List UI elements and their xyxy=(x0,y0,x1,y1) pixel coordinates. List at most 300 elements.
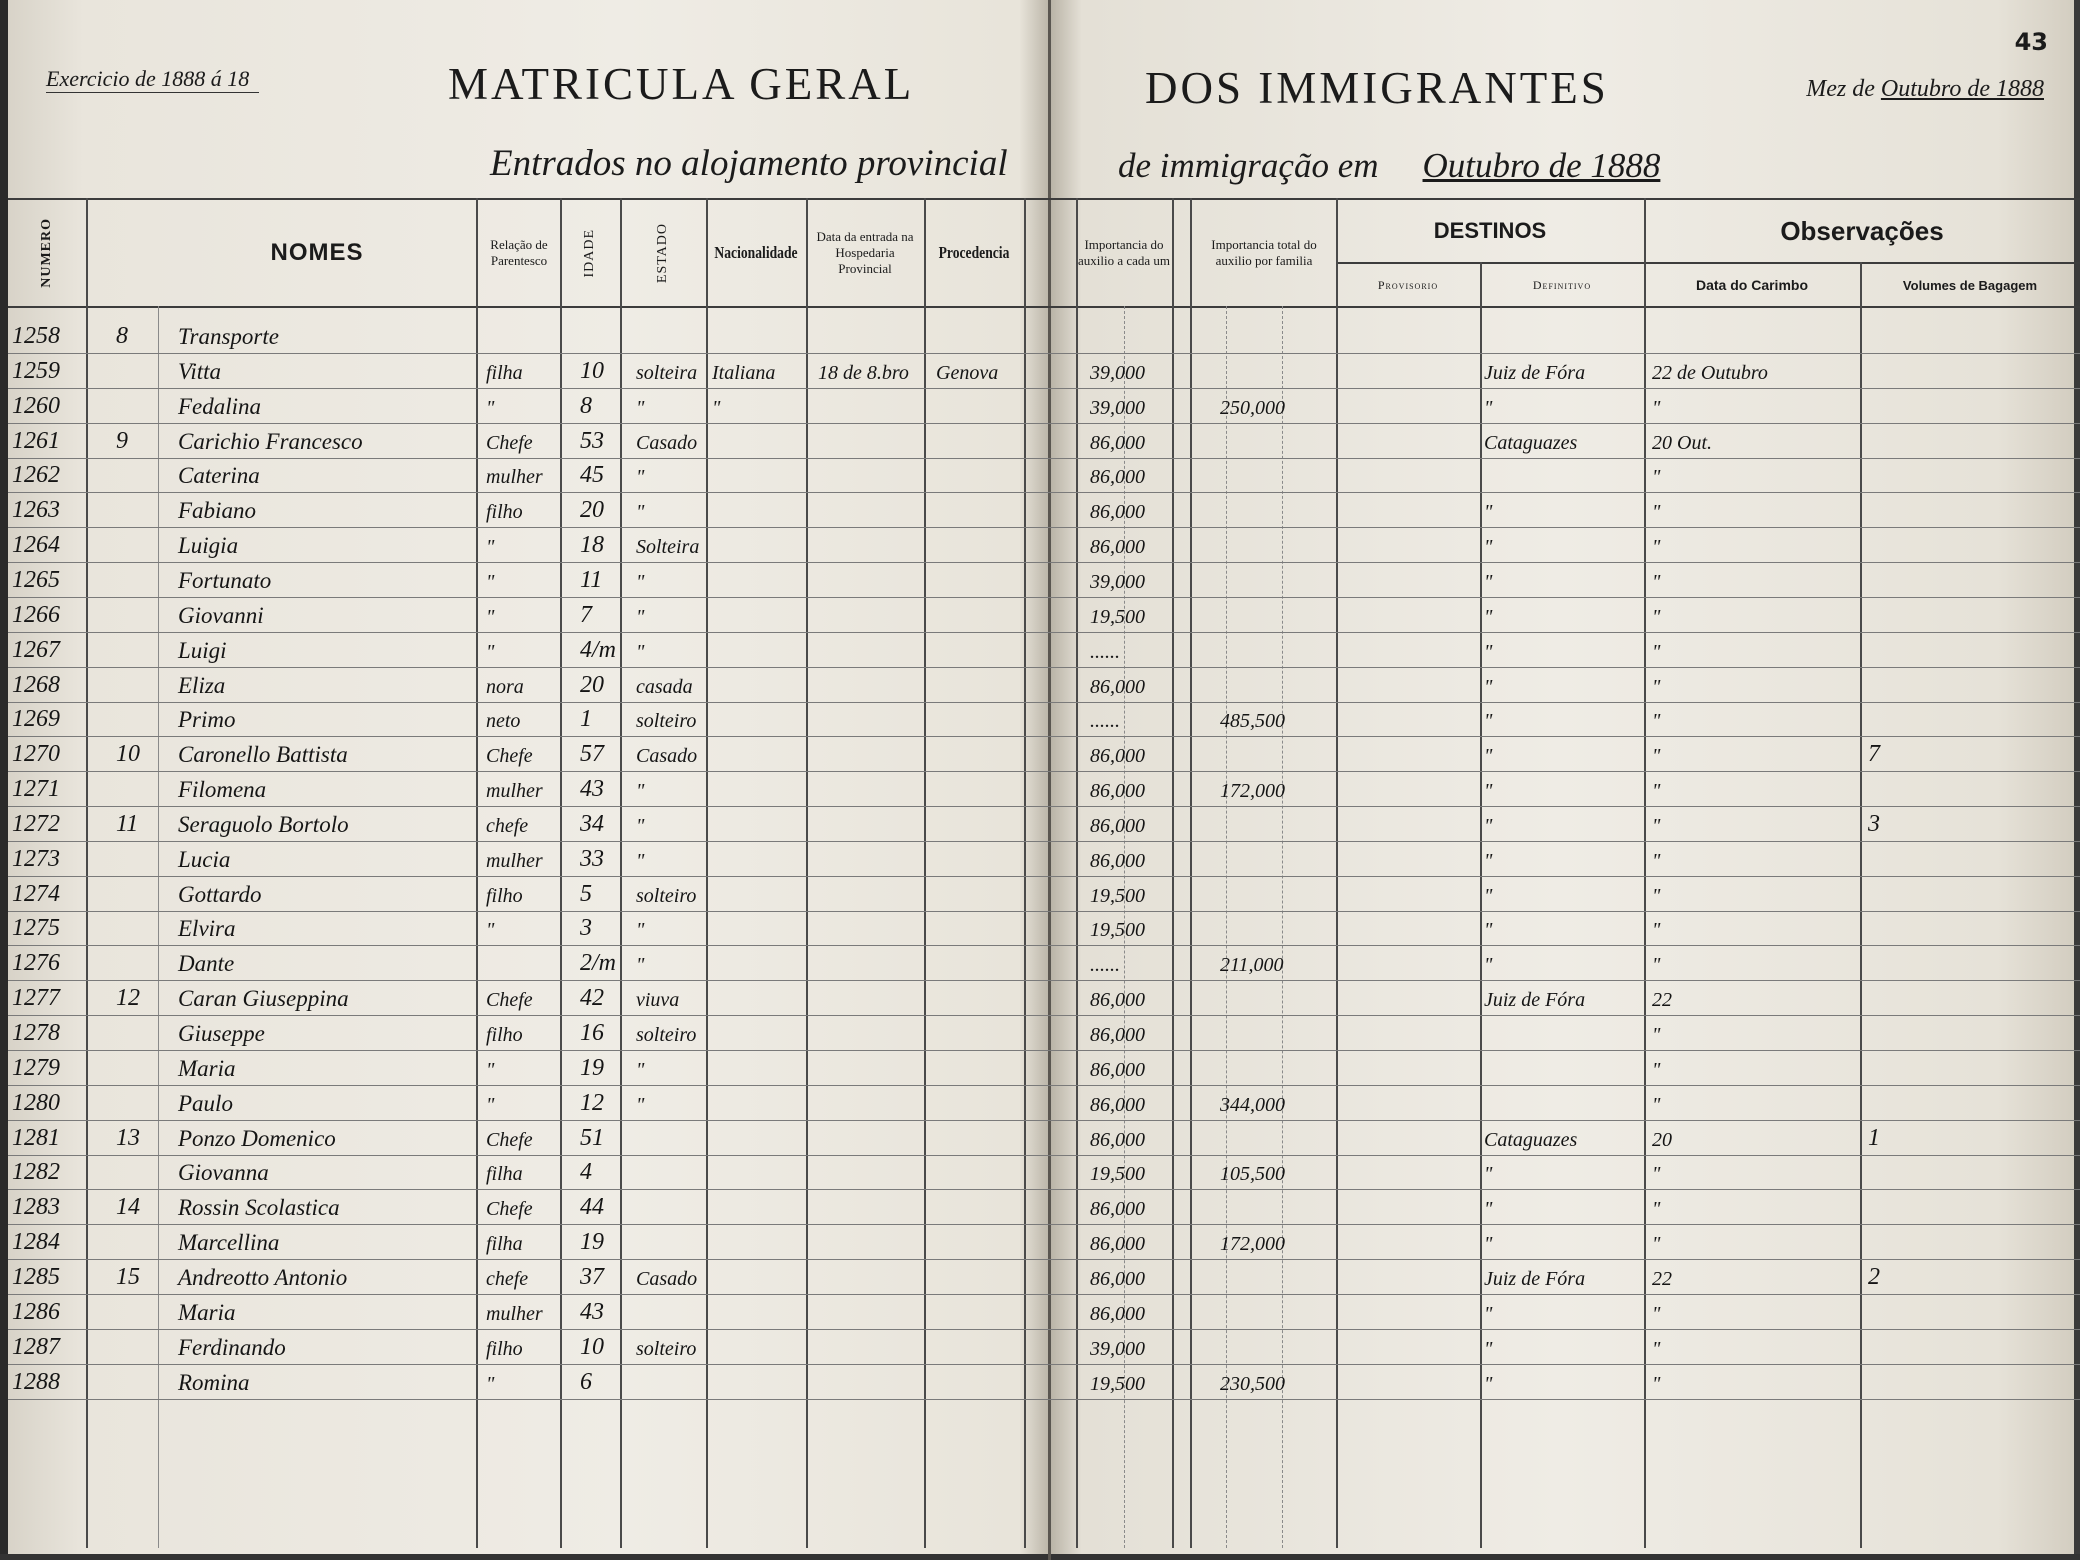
row-nacionalidade: Italiana xyxy=(712,361,776,384)
header-idade: IDADE xyxy=(582,228,597,278)
row-definitivo: " xyxy=(1484,1233,1493,1256)
row-nome: Lucia xyxy=(178,846,231,872)
row-total: 172,000 xyxy=(1220,1233,1285,1256)
row-idade: 10 xyxy=(580,357,604,384)
row-numero: 1268 xyxy=(12,671,60,698)
row-baseline xyxy=(8,841,2080,842)
row-nome: Giovanni xyxy=(178,602,264,628)
row-numero: 1267 xyxy=(12,636,60,663)
row-nome: Caterina xyxy=(178,463,260,489)
row-total: 485,500 xyxy=(1220,710,1285,733)
row-definitivo: " xyxy=(1484,396,1493,419)
row-volumes: 2 xyxy=(1868,1263,1880,1290)
register-row xyxy=(0,843,2080,877)
register-row xyxy=(0,1296,2080,1330)
register-row xyxy=(0,320,2080,354)
row-carimbo: " xyxy=(1652,1372,1661,1395)
register-row xyxy=(0,390,2080,424)
row-baseline xyxy=(8,702,2080,703)
row-numero: 1259 xyxy=(12,357,60,384)
row-idade: 37 xyxy=(580,1263,604,1290)
register-row xyxy=(0,1331,2080,1365)
row-baseline xyxy=(8,1155,2080,1156)
row-carimbo: " xyxy=(1652,919,1661,942)
row-relacao: " xyxy=(486,1058,495,1081)
row-total: 344,000 xyxy=(1220,1093,1285,1116)
row-nome: Maria xyxy=(178,1055,236,1081)
row-baseline xyxy=(8,1085,2080,1086)
row-idade: 5 xyxy=(580,880,592,907)
row-definitivo: " xyxy=(1484,1198,1493,1221)
row-idade: 11 xyxy=(580,566,603,593)
row-baseline xyxy=(8,1189,2080,1190)
row-carimbo: " xyxy=(1652,501,1661,524)
row-auxilio: 86,000 xyxy=(1090,501,1145,524)
row-idade: 4 xyxy=(580,1159,592,1186)
row-auxilio: 39,000 xyxy=(1090,570,1145,593)
row-numero: 1280 xyxy=(12,1089,60,1116)
row-nome: Eliza xyxy=(178,672,226,698)
row-total: 172,000 xyxy=(1220,780,1285,803)
row-numero: 1277 xyxy=(12,985,60,1012)
row-carimbo: " xyxy=(1652,1163,1661,1186)
month-line xyxy=(1806,76,2044,103)
row-idade: 20 xyxy=(580,671,604,698)
row-relacao: mulher xyxy=(486,780,543,803)
row-carimbo: 22 xyxy=(1652,989,1672,1012)
row-definitivo: " xyxy=(1484,849,1493,872)
row-definitivo: Juiz de Fóra xyxy=(1484,989,1586,1012)
row-relacao: " xyxy=(486,1093,495,1116)
register-row xyxy=(0,1122,2080,1156)
row-baseline xyxy=(8,806,2080,807)
row-auxilio: 86,000 xyxy=(1090,1058,1145,1081)
header-nacionalidade: Nacionalidade xyxy=(714,243,798,262)
row-numero: 1270 xyxy=(12,741,60,768)
row-nome: Carichio Francesco xyxy=(178,428,363,454)
row-baseline xyxy=(8,1329,2080,1330)
row-carimbo: " xyxy=(1652,1233,1661,1256)
row-volumes: 7 xyxy=(1868,741,1880,768)
row-auxilio: 86,000 xyxy=(1090,1198,1145,1221)
row-nome: Fabiano xyxy=(178,498,256,524)
row-nome: Transporte xyxy=(178,324,279,349)
register-row xyxy=(0,634,2080,668)
row-relacao: " xyxy=(486,919,495,942)
row-idade: 3 xyxy=(580,915,592,942)
row-carimbo: " xyxy=(1652,605,1661,628)
row-definitivo: " xyxy=(1484,884,1493,907)
row-idade: 16 xyxy=(580,1020,604,1046)
row-nome: Caran Giuseppina xyxy=(178,986,349,1012)
page-number: 43 xyxy=(2014,28,2048,56)
row-relacao: " xyxy=(486,640,495,663)
register-row xyxy=(0,459,2080,493)
row-auxilio: 86,000 xyxy=(1090,1093,1145,1116)
row-estado: " xyxy=(636,849,645,872)
row-numero: 1284 xyxy=(12,1229,60,1256)
row-carimbo: " xyxy=(1652,396,1661,419)
register-row xyxy=(0,1261,2080,1295)
row-auxilio: 19,500 xyxy=(1090,605,1145,628)
register-row xyxy=(0,982,2080,1016)
row-auxilio: 86,000 xyxy=(1090,1128,1145,1151)
row-nome: Paulo xyxy=(178,1090,233,1116)
register-row xyxy=(0,529,2080,563)
row-estado: viuva xyxy=(636,989,680,1012)
header-destinos: DESTINOS xyxy=(1433,218,1547,243)
row-definitivo: " xyxy=(1484,1372,1493,1395)
row-carimbo: " xyxy=(1652,814,1661,837)
row-familia-no: 11 xyxy=(116,810,139,837)
row-definitivo: " xyxy=(1484,501,1493,524)
row-carimbo: " xyxy=(1652,1093,1661,1116)
row-idade: 57 xyxy=(580,741,604,768)
row-familia-no: 9 xyxy=(116,427,128,454)
row-definitivo: Cataguazes xyxy=(1484,431,1578,454)
row-baseline xyxy=(8,911,2080,912)
row-carimbo: " xyxy=(1652,1058,1661,1081)
row-baseline xyxy=(8,1364,2080,1365)
row-estado: Casado xyxy=(636,431,698,454)
title-right: DOS IMMIGRANTES xyxy=(1145,63,1609,113)
row-numero: 1269 xyxy=(12,706,60,733)
row-relacao: filho xyxy=(486,1024,523,1046)
register-row xyxy=(0,1017,2080,1051)
row-definitivo: Cataguazes xyxy=(1484,1128,1578,1151)
row-nome: Andreotto Antonio xyxy=(178,1264,348,1290)
row-numero: 1262 xyxy=(12,462,60,489)
row-baseline xyxy=(8,1050,2080,1051)
row-estado: solteiro xyxy=(636,1337,697,1360)
row-volumes: 1 xyxy=(1868,1124,1880,1151)
row-nome: Ponzo Domenico xyxy=(178,1125,336,1151)
row-baseline xyxy=(8,388,2080,389)
row-nome: Elvira xyxy=(178,916,236,942)
row-relacao: Chefe xyxy=(486,745,533,768)
title-left: MATRICULA GERAL xyxy=(448,59,915,109)
row-relacao: chefe xyxy=(486,1267,529,1290)
row-auxilio: ...... xyxy=(1090,954,1120,977)
row-estado: " xyxy=(636,570,645,593)
row-numero: 1266 xyxy=(12,601,60,628)
row-definitivo: " xyxy=(1484,780,1493,803)
row-auxilio: 86,000 xyxy=(1090,745,1145,768)
row-estado: " xyxy=(636,1058,645,1081)
row-numero: 1265 xyxy=(12,566,60,593)
row-nome: Primo xyxy=(178,707,236,733)
row-idade: 2/m xyxy=(580,950,616,977)
row-numero: 1281 xyxy=(12,1124,60,1151)
row-relacao: " xyxy=(486,396,495,419)
row-estado: " xyxy=(636,605,645,628)
row-relacao: chefe xyxy=(486,814,529,837)
row-estado: solteiro xyxy=(636,1024,697,1046)
row-baseline xyxy=(8,527,2080,528)
row-relacao: mulher xyxy=(486,849,543,872)
row-relacao: neto xyxy=(486,710,521,733)
register-row xyxy=(0,878,2080,912)
register-row xyxy=(0,599,2080,633)
row-auxilio: 86,000 xyxy=(1090,1302,1145,1325)
row-relacao: " xyxy=(486,605,495,628)
register-row xyxy=(0,1226,2080,1260)
header-data-entrada: Data da entrada na Hospedaria Provincial xyxy=(816,229,914,276)
row-procedencia: Genova xyxy=(936,361,999,384)
row-numero: 1273 xyxy=(12,845,60,872)
row-total: 211,000 xyxy=(1220,954,1284,977)
row-numero: 1258 xyxy=(12,323,60,349)
header-bottom-rule xyxy=(8,306,2080,308)
row-carimbo: " xyxy=(1652,710,1661,733)
row-definitivo: " xyxy=(1484,954,1493,977)
row-relacao: " xyxy=(486,570,495,593)
row-numero: 1282 xyxy=(12,1159,60,1186)
row-numero: 1288 xyxy=(12,1368,60,1395)
row-auxilio: 86,000 xyxy=(1090,1233,1145,1256)
row-estado: solteira xyxy=(636,361,698,384)
row-numero: 1272 xyxy=(12,810,60,837)
row-baseline xyxy=(8,736,2080,737)
row-relacao: " xyxy=(486,536,495,559)
row-definitivo: " xyxy=(1484,814,1493,837)
row-relacao: filho xyxy=(486,1337,523,1360)
row-familia-no: 8 xyxy=(116,323,128,349)
scan-bottom-edge xyxy=(0,1554,2080,1560)
row-auxilio: 86,000 xyxy=(1090,1267,1145,1290)
register-row xyxy=(0,1191,2080,1225)
row-auxilio: 19,500 xyxy=(1090,919,1145,942)
row-definitivo: " xyxy=(1484,710,1493,733)
row-baseline xyxy=(8,423,2080,424)
row-carimbo: " xyxy=(1652,570,1661,593)
row-auxilio: 19,500 xyxy=(1090,1163,1145,1186)
subtitle-right xyxy=(1118,146,1660,186)
row-estado: solteiro xyxy=(636,884,697,907)
row-baseline xyxy=(8,667,2080,668)
row-definitivo: " xyxy=(1484,1337,1493,1360)
row-baseline xyxy=(8,597,2080,598)
register-row xyxy=(0,947,2080,981)
row-numero: 1264 xyxy=(12,532,60,559)
header-estado: ESTADO xyxy=(655,222,670,284)
row-carimbo: " xyxy=(1652,849,1661,872)
row-relacao: filho xyxy=(486,884,523,907)
row-definitivo: " xyxy=(1484,536,1493,559)
header-procedencia: Procedencia xyxy=(938,243,1010,262)
row-definitivo: " xyxy=(1484,745,1493,768)
subtitle-right-text: de immigração em xyxy=(1118,146,1379,185)
row-baseline xyxy=(8,632,2080,633)
row-relacao: nora xyxy=(486,675,524,698)
row-estado: Casado xyxy=(636,745,698,768)
register-row xyxy=(0,425,2080,459)
row-idade: 51 xyxy=(580,1124,604,1151)
row-numero: 1261 xyxy=(12,427,60,454)
row-relacao: filha xyxy=(486,1233,523,1256)
row-baseline xyxy=(8,1120,2080,1121)
row-idade: 18 xyxy=(580,532,604,559)
row-nome: Luigi xyxy=(178,637,227,663)
row-baseline xyxy=(8,771,2080,772)
row-nome: Marcellina xyxy=(178,1230,280,1256)
row-auxilio: 86,000 xyxy=(1090,536,1145,559)
row-idade: 44 xyxy=(580,1194,604,1221)
exercicio-line: Exercicio de 1888 á 18 xyxy=(46,66,259,93)
row-nome: Luigia xyxy=(178,533,239,559)
row-carimbo: 22 de Outubro xyxy=(1652,361,1768,384)
row-idade: 19 xyxy=(580,1229,604,1256)
row-auxilio: 19,500 xyxy=(1090,884,1145,907)
row-numero: 1260 xyxy=(12,392,60,419)
row-baseline xyxy=(8,945,2080,946)
register-row xyxy=(0,494,2080,528)
month-value: Outubro de 1888 xyxy=(1880,76,2044,102)
row-relacao: Chefe xyxy=(486,1198,533,1221)
row-idade: 4/m xyxy=(580,636,616,663)
row-baseline xyxy=(8,980,2080,981)
register-row xyxy=(0,808,2080,842)
row-carimbo: " xyxy=(1652,1302,1661,1325)
row-numero: 1279 xyxy=(12,1054,60,1081)
row-baseline xyxy=(8,492,2080,493)
row-baseline xyxy=(8,1259,2080,1260)
row-estado: " xyxy=(636,640,645,663)
row-relacao: Chefe xyxy=(486,1128,533,1151)
row-carimbo: " xyxy=(1652,536,1661,559)
register-row xyxy=(0,738,2080,772)
row-numero: 1263 xyxy=(12,497,60,524)
subtitle-month: Outubro de 1888 xyxy=(1422,146,1661,185)
row-numero: 1285 xyxy=(12,1263,60,1290)
row-relacao: mulher xyxy=(486,466,543,489)
row-estado: " xyxy=(636,1093,645,1116)
header-importancia-total: Importancia total do auxilio por familia xyxy=(1211,237,1317,268)
row-carimbo: " xyxy=(1652,1337,1661,1360)
row-definitivo: Juiz de Fóra xyxy=(1484,361,1586,384)
subtitle-left: Entrados no alojamento provincial xyxy=(490,143,1008,184)
row-definitivo: " xyxy=(1484,605,1493,628)
row-relacao: filha xyxy=(486,1163,523,1186)
row-nome: Giuseppe xyxy=(178,1021,265,1046)
row-estado: " xyxy=(636,501,645,524)
register-row xyxy=(0,355,2080,389)
row-numero: 1275 xyxy=(12,915,60,942)
row-baseline xyxy=(8,876,2080,877)
row-nome: Seraguolo Bortolo xyxy=(178,811,349,837)
register-row xyxy=(0,1156,2080,1190)
row-idade: 12 xyxy=(580,1089,604,1116)
row-estado: " xyxy=(636,466,645,489)
row-definitivo: " xyxy=(1484,919,1493,942)
row-numero: 1274 xyxy=(12,880,60,907)
row-nacionalidade: " xyxy=(712,396,721,419)
row-relacao: filho xyxy=(486,501,523,524)
row-total: 105,500 xyxy=(1220,1163,1285,1186)
row-numero: 1286 xyxy=(12,1298,60,1325)
row-carimbo: " xyxy=(1652,884,1661,907)
row-auxilio: 86,000 xyxy=(1090,989,1145,1012)
row-baseline xyxy=(8,458,2080,459)
row-baseline xyxy=(8,1294,2080,1295)
row-carimbo: " xyxy=(1652,466,1661,489)
row-idade: 43 xyxy=(580,1298,604,1325)
row-nome: Ferdinando xyxy=(178,1334,286,1360)
row-auxilio: 39,000 xyxy=(1090,361,1145,384)
row-auxilio: 19,500 xyxy=(1090,1372,1145,1395)
row-auxilio: 86,000 xyxy=(1090,780,1145,803)
row-carimbo: " xyxy=(1652,745,1661,768)
row-carimbo: 22 xyxy=(1652,1267,1672,1290)
row-nome: Caronello Battista xyxy=(178,742,348,768)
row-nome: Vitta xyxy=(178,358,222,384)
row-idade: 34 xyxy=(580,810,604,837)
row-relacao: Chefe xyxy=(486,989,533,1012)
row-carimbo: " xyxy=(1652,954,1661,977)
row-idade: 45 xyxy=(580,462,604,489)
row-auxilio: 86,000 xyxy=(1090,849,1145,872)
row-relacao: filha xyxy=(486,361,523,384)
row-carimbo: " xyxy=(1652,780,1661,803)
row-carimbo: 20 Out. xyxy=(1652,431,1712,454)
row-auxilio: ...... xyxy=(1090,640,1120,663)
header-numero: NUMERO xyxy=(39,218,54,288)
row-carimbo: " xyxy=(1652,640,1661,663)
row-idade: 20 xyxy=(580,497,604,524)
row-baseline xyxy=(8,353,2080,354)
row-total: 230,500 xyxy=(1220,1372,1285,1395)
row-auxilio: 86,000 xyxy=(1090,1024,1145,1046)
row-baseline xyxy=(8,562,2080,563)
row-definitivo: " xyxy=(1484,640,1493,663)
row-numero: 1283 xyxy=(12,1194,60,1221)
row-familia-no: 13 xyxy=(116,1124,140,1151)
register-row xyxy=(0,1052,2080,1086)
header-data-carimbo: Data do Carimbo xyxy=(1695,277,1808,293)
row-data-entrada: 18 de 8.bro xyxy=(818,361,909,384)
row-auxilio: 86,000 xyxy=(1090,675,1145,698)
register-row xyxy=(0,1366,2080,1400)
row-idade: 53 xyxy=(580,427,604,454)
row-idade: 43 xyxy=(580,776,604,803)
row-nome: Dante xyxy=(178,951,235,977)
register-row xyxy=(0,1087,2080,1121)
row-nome: Giovanna xyxy=(178,1160,269,1186)
row-estado: " xyxy=(636,919,645,942)
row-auxilio: ...... xyxy=(1090,710,1120,733)
register-row xyxy=(0,773,2080,807)
row-relacao: mulher xyxy=(486,1302,543,1325)
row-definitivo: " xyxy=(1484,570,1493,593)
row-nome: Maria xyxy=(178,1299,236,1325)
row-nome: Rossin Scolastica xyxy=(178,1195,340,1221)
row-volumes: 3 xyxy=(1868,810,1880,837)
row-idade: 7 xyxy=(580,601,592,628)
row-familia-no: 14 xyxy=(116,1194,140,1221)
row-nome: Gottardo xyxy=(178,881,262,907)
row-definitivo: " xyxy=(1484,675,1493,698)
header-observacoes: Observações xyxy=(1780,215,1944,246)
header-relacao: Relação de Parentesco xyxy=(490,237,548,268)
row-total: 250,000 xyxy=(1220,396,1285,419)
row-nome: Fedalina xyxy=(178,393,262,419)
row-baseline xyxy=(8,1224,2080,1225)
row-idade: 8 xyxy=(580,392,592,419)
row-numero: 1271 xyxy=(12,776,60,803)
header-nomes: NOMES xyxy=(270,239,364,266)
header-importancia-cada: Importancia do auxilio a cada um xyxy=(1077,237,1171,268)
row-estado: " xyxy=(636,396,645,419)
